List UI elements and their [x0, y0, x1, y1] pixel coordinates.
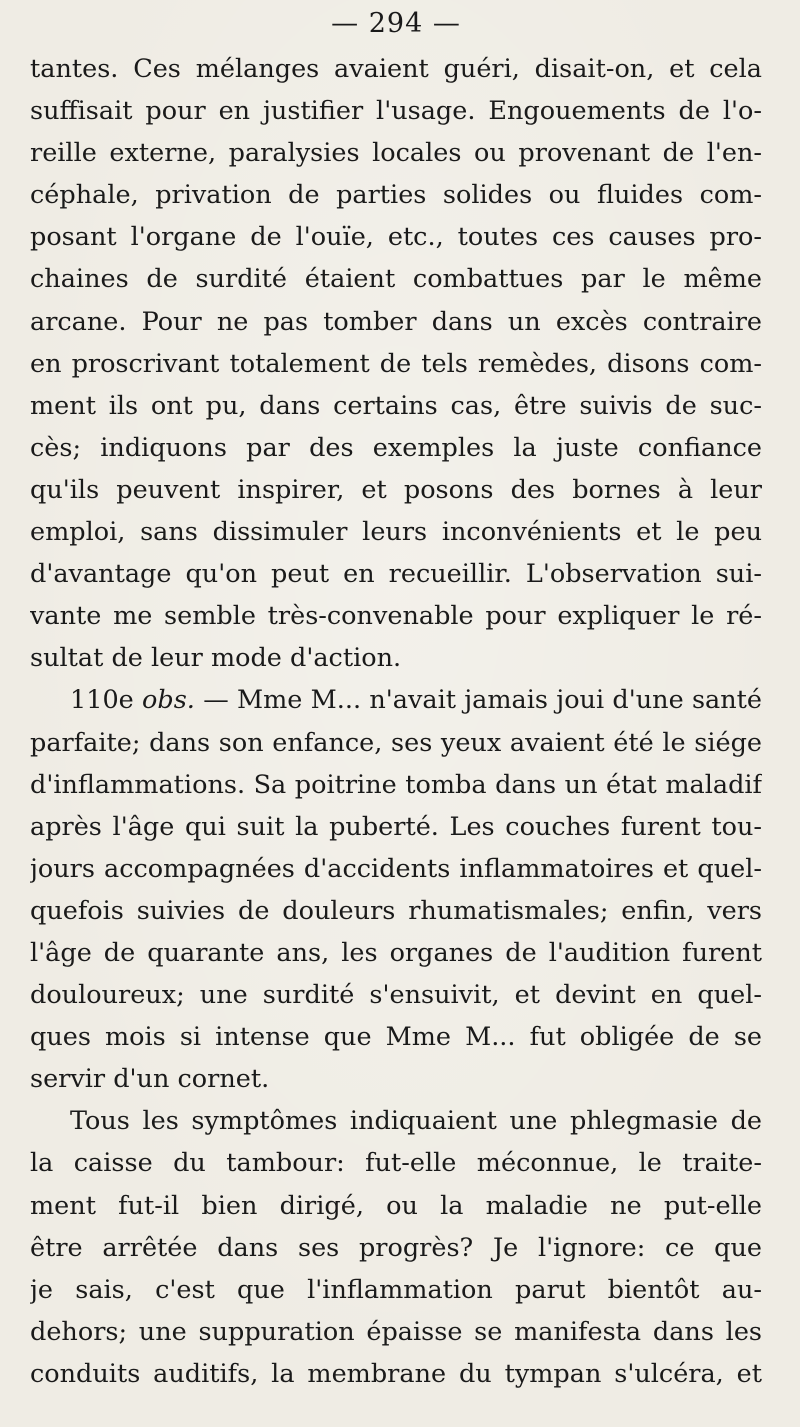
text-line: qu'ils peuvent inspirer, et posons des bornes à leur [30, 474, 762, 505]
page-body [30, 48, 762, 1395]
text-line: posant l'organe de l'ouïe, etc., toutes ces causes pro- [30, 222, 762, 253]
page-number: — 294 — [331, 8, 461, 39]
text-line: quefois suivies de douleurs rhumatismales; enfin, vers [30, 895, 762, 926]
text-line: parfaite; dans son enfance, ses yeux avaient été le siége [30, 727, 762, 758]
text-line: après l'âge qui suit la puberté. Les couches furent tou- [30, 811, 762, 842]
text-line: d'inflammations. Sa poitrine tomba dans un état maladif [30, 769, 762, 800]
text-line: dehors; une suppuration épaisse se manifesta dans les [30, 1316, 762, 1347]
text-line: ques mois si intense que Mme M... fut obligée de se [30, 1022, 762, 1053]
text-line: suffisait pour en justifier l'usage. Engouements de l'o- [30, 96, 762, 127]
text-line: cès; indiquons par des exemples la juste confiance [30, 432, 762, 463]
text-line: être arrêtée dans ses progrès? Je l'ignore: ce que [30, 1232, 762, 1263]
text-line: ment ils ont pu, dans certains cas, être suivis de suc- [30, 390, 762, 421]
text-line: la caisse du tambour: fut-elle méconnue, le traite- [30, 1148, 762, 1179]
text-line: vante me semble très-convenable pour expliquer le ré- [30, 601, 762, 632]
paragraph-first-line: Tous les symptômes indiquaient une phlegmasie de [70, 1106, 762, 1137]
observation-abbr: obs. [142, 685, 195, 716]
observation-number: 110e [70, 685, 134, 716]
text-line: en proscrivant totalement de tels remèdes, disons com- [30, 348, 762, 379]
text-line: l'âge de quarante ans, les organes de l'audition furent [30, 937, 762, 968]
observation-first-line: — Mme M... n'avait jamais joui d'une santé [203, 685, 762, 716]
text-line: emploi, sans dissimuler leurs inconvénients et le peu [30, 517, 762, 548]
text-line: jours accompagnées d'accidents inflammatoires et quel- [30, 853, 762, 884]
text-line: sultat de leur mode d'action. [30, 643, 402, 674]
text-line: reille externe, paralysies locales ou provenant de l'en- [30, 138, 762, 169]
text-line: d'avantage qu'on peut en recueillir. L'observation sui- [30, 559, 762, 590]
text-line: arcane. Pour ne pas tomber dans un excès contraire [30, 306, 762, 337]
text-line: douloureux; une surdité s'ensuivit, et devint en quel- [30, 980, 762, 1011]
text-line: conduits auditifs, la membrane du tympan s'ulcéra, et [30, 1358, 762, 1389]
text-line: tantes. Ces mélanges avaient guéri, disait-on, et cela [30, 54, 762, 84]
text-line: chaines de surdité étaient combattues par le même [30, 264, 762, 295]
text-line: servir d'un cornet. [30, 1064, 270, 1095]
text-line: je sais, c'est que l'inflammation parut bientôt au- [30, 1274, 762, 1305]
observation-heading-line [30, 679, 762, 721]
text-line: ment fut-il bien dirigé, ou la maladie ne put-elle [30, 1190, 762, 1221]
text-line: céphale, privation de parties solides ou fluides com- [30, 180, 762, 211]
